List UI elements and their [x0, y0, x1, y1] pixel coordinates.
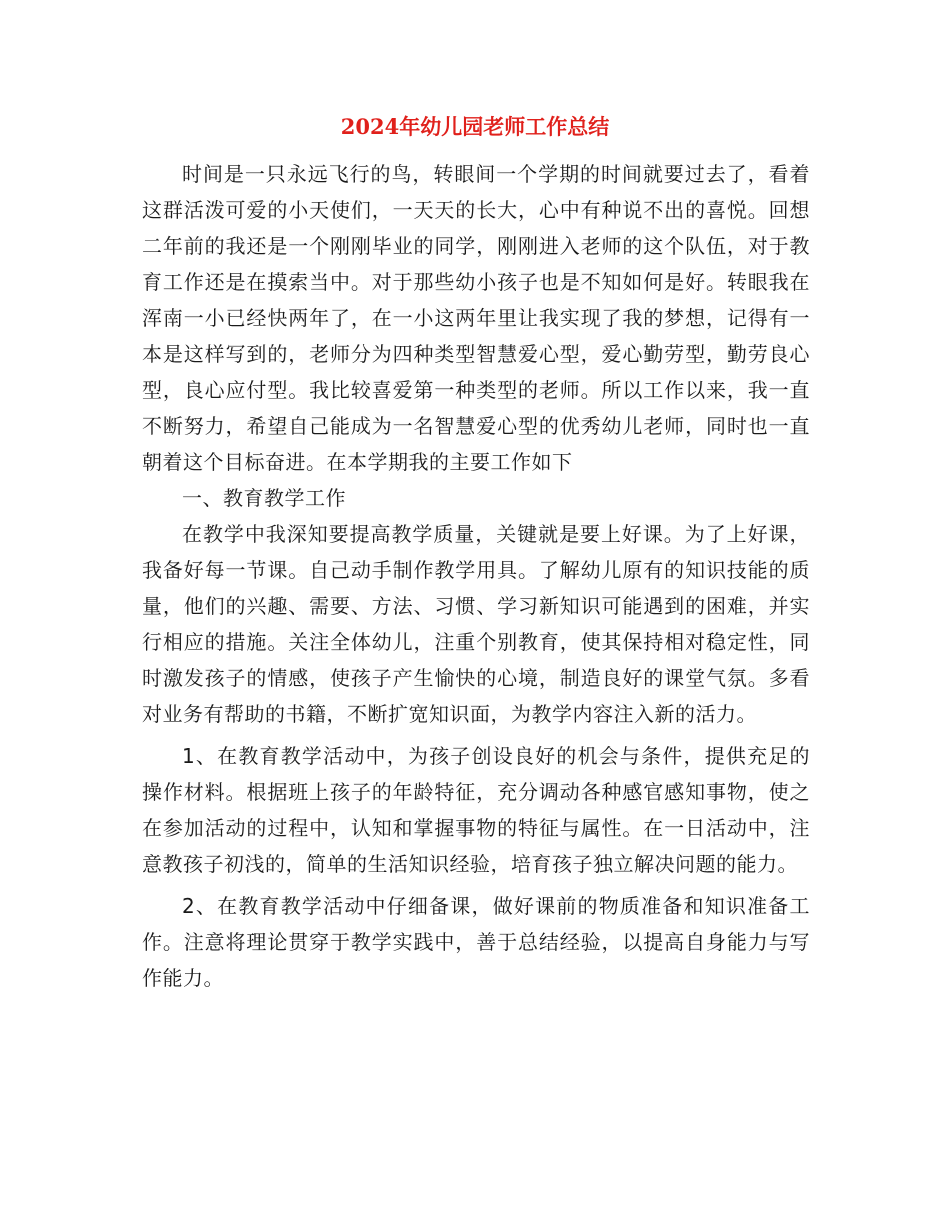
document-title: 2024年幼儿园老师工作总结 — [340, 114, 610, 139]
paragraph-item-1: 1、在教育教学活动中，为孩子创设良好的机会与条件，提供充足的操作材料。根据班上孩子的年龄特征，充分调动各种感官感知事物，使之在参加活动的过程中，认知和掌握事物的特征与属性。在一日活动中，注意教孩子初浅的，简单的生活知识经验，培育孩子独立解决问题的能力。 — [142, 744, 810, 876]
paragraph-intro: 时间是一只永远飞行的鸟，转眼间一个学期的时间就要过去了，看着这群活泼可爱的小天使们，一天天的长大，心中有种说不出的喜悦。回想二年前的我还是一个刚刚毕业的同学，刚刚进入老师的这个队伍，对于教育工作还是在摸索当中。对于那些幼小孩子也是不知如何是好。转眼我在浑南一小已经快两年了，在一小这两年里让我实现了我的梦想，记得有一本是这样写到的，老师分为四种类型智慧爱心型，爱心勤劳型，勤劳良心型，良心应付型。我比较喜爱第一种类型的老师。所以工作以来，我一直不断努力，希望自己能成为一名智慧爱心型的优秀幼儿老师，同时也一直朝着这个目标奋进。在本学期我的主要工作如下 — [142, 162, 810, 474]
paragraph-teaching: 在教学中我深知要提高教学质量，关键就是要上好课。为了上好课，我备好每一节课。自己动手制作教学用具。了解幼儿原有的知识技能的质量，他们的兴趣、需要、方法、习惯、学习新知识可能遇到的困难，并实行相应的措施。关注全体幼儿，注重个别教育，使其保持相对稳定性，同时激发孩子的情感，使孩子产生愉快的心境，制造良好的课堂气氛。多看对业务有帮助的书籍，不断扩宽知识面，为教学内容注入新的活力。 — [142, 522, 810, 726]
section-heading-teaching: 一、教育教学工作 — [182, 486, 346, 510]
paragraph-item-2: 2、在教育教学活动中仔细备课，做好课前的物质准备和知识准备工作。注意将理论贯穿于教学实践中，善于总结经验，以提高自身能力与写作能力。 — [142, 894, 810, 990]
document-body — [142, 156, 810, 996]
